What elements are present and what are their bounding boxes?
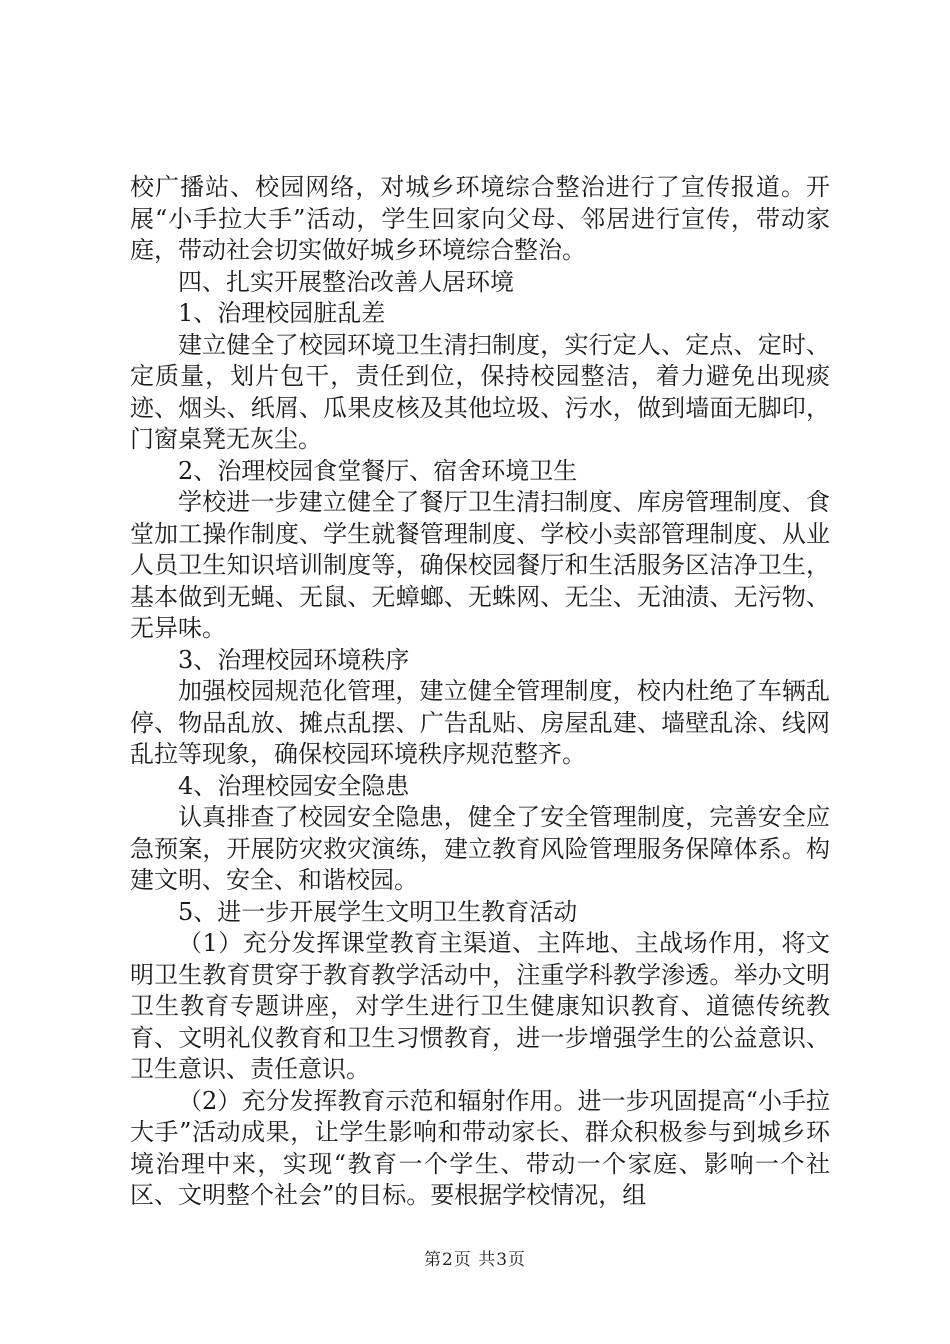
paragraph-4: 加强校园规范化管理，建立健全管理制度，校内杜绝了车辆乱停、物品乱放、摊点乱摆、广告乱贴、房屋乱建、墙壁乱涂、线网乱拉等现象，确保校园环境秩序规范整齐。: [130, 677, 830, 768]
paragraph-3: 学校进一步建立健全了餐厅卫生清扫制度、库房管理制度、食堂加工操作制度、学生就餐管理制度、学校小卖部管理制度、从业人员卫生知识培训制度等，确保校园餐厅和生活服务区洁净卫生，基本做到无蝇、无鼠、无蟑螂、无蛛网、无尘、无油渍、无污物、无异味。: [130, 488, 830, 642]
paragraph-5: 认真排查了校园安全隐患，健全了安全管理制度，完善安全应急预案，开展防灾救灾演练，建立教育风险管理服务保障体系。构建文明、安全、和谐校园。: [130, 803, 830, 894]
paragraph-2: 建立健全了校园环境卫生清扫制度，实行定人、定点、定时、定质量，划片包干，责任到位，保持校园整洁，着力避免出现痰迹、烟头、纸屑、瓜果皮核及其他垃圾、污水，做到墙面无脚印，门窗桌凳无灰尘。: [130, 330, 830, 453]
section-heading-4: 四、扎实开展整治改善人居环境: [178, 267, 514, 296]
paragraph-7: （2）充分发挥教育示范和辐射作用。进一步巩固提高“小手拉大手”活动成果，让学生影响和带动家长、群众积极参与到城乡环境治理中来，实现“教育一个学生、带动一个家庭、影响一个社区、文明整个社会”的目标。要根据学校情况，组: [130, 1086, 830, 1209]
paragraph-1: 校广播站、校园网络，对城乡环境综合整治进行了宣传报道。开展“小手拉大手”活动，学生回家向父母、邻居进行宣传，带动家庭，带动社会切实做好城乡环境综合整治。: [130, 173, 830, 264]
subheading-2: 2、治理校园食堂餐厅、宿舍环境卫生: [178, 456, 578, 485]
subheading-4: 4、治理校园安全隐患: [178, 771, 410, 800]
subheading-1: 1、治理校园脏乱差: [178, 299, 386, 327]
document-body: [130, 172, 830, 1212]
paragraph-6: （1）充分发挥课堂教育主渠道、主阵地、主战场作用，将文明卫生教育贯穿于教育教学活动中，注重学科教学渗透。举办文明卫生教育专题讲座，对学生进行卫生健康知识教育、道德传统教育、文明礼仪教育和卫生习惯教育，进一步增强学生的公益意识、卫生意识、责任意识。: [130, 929, 830, 1083]
subheading-5: 5、进一步开展学生文明卫生教育活动: [178, 897, 578, 926]
subheading-3: 3、治理校园环境秩序: [178, 645, 410, 674]
page-number-footer: 第2页 共3页: [423, 1250, 527, 1270]
